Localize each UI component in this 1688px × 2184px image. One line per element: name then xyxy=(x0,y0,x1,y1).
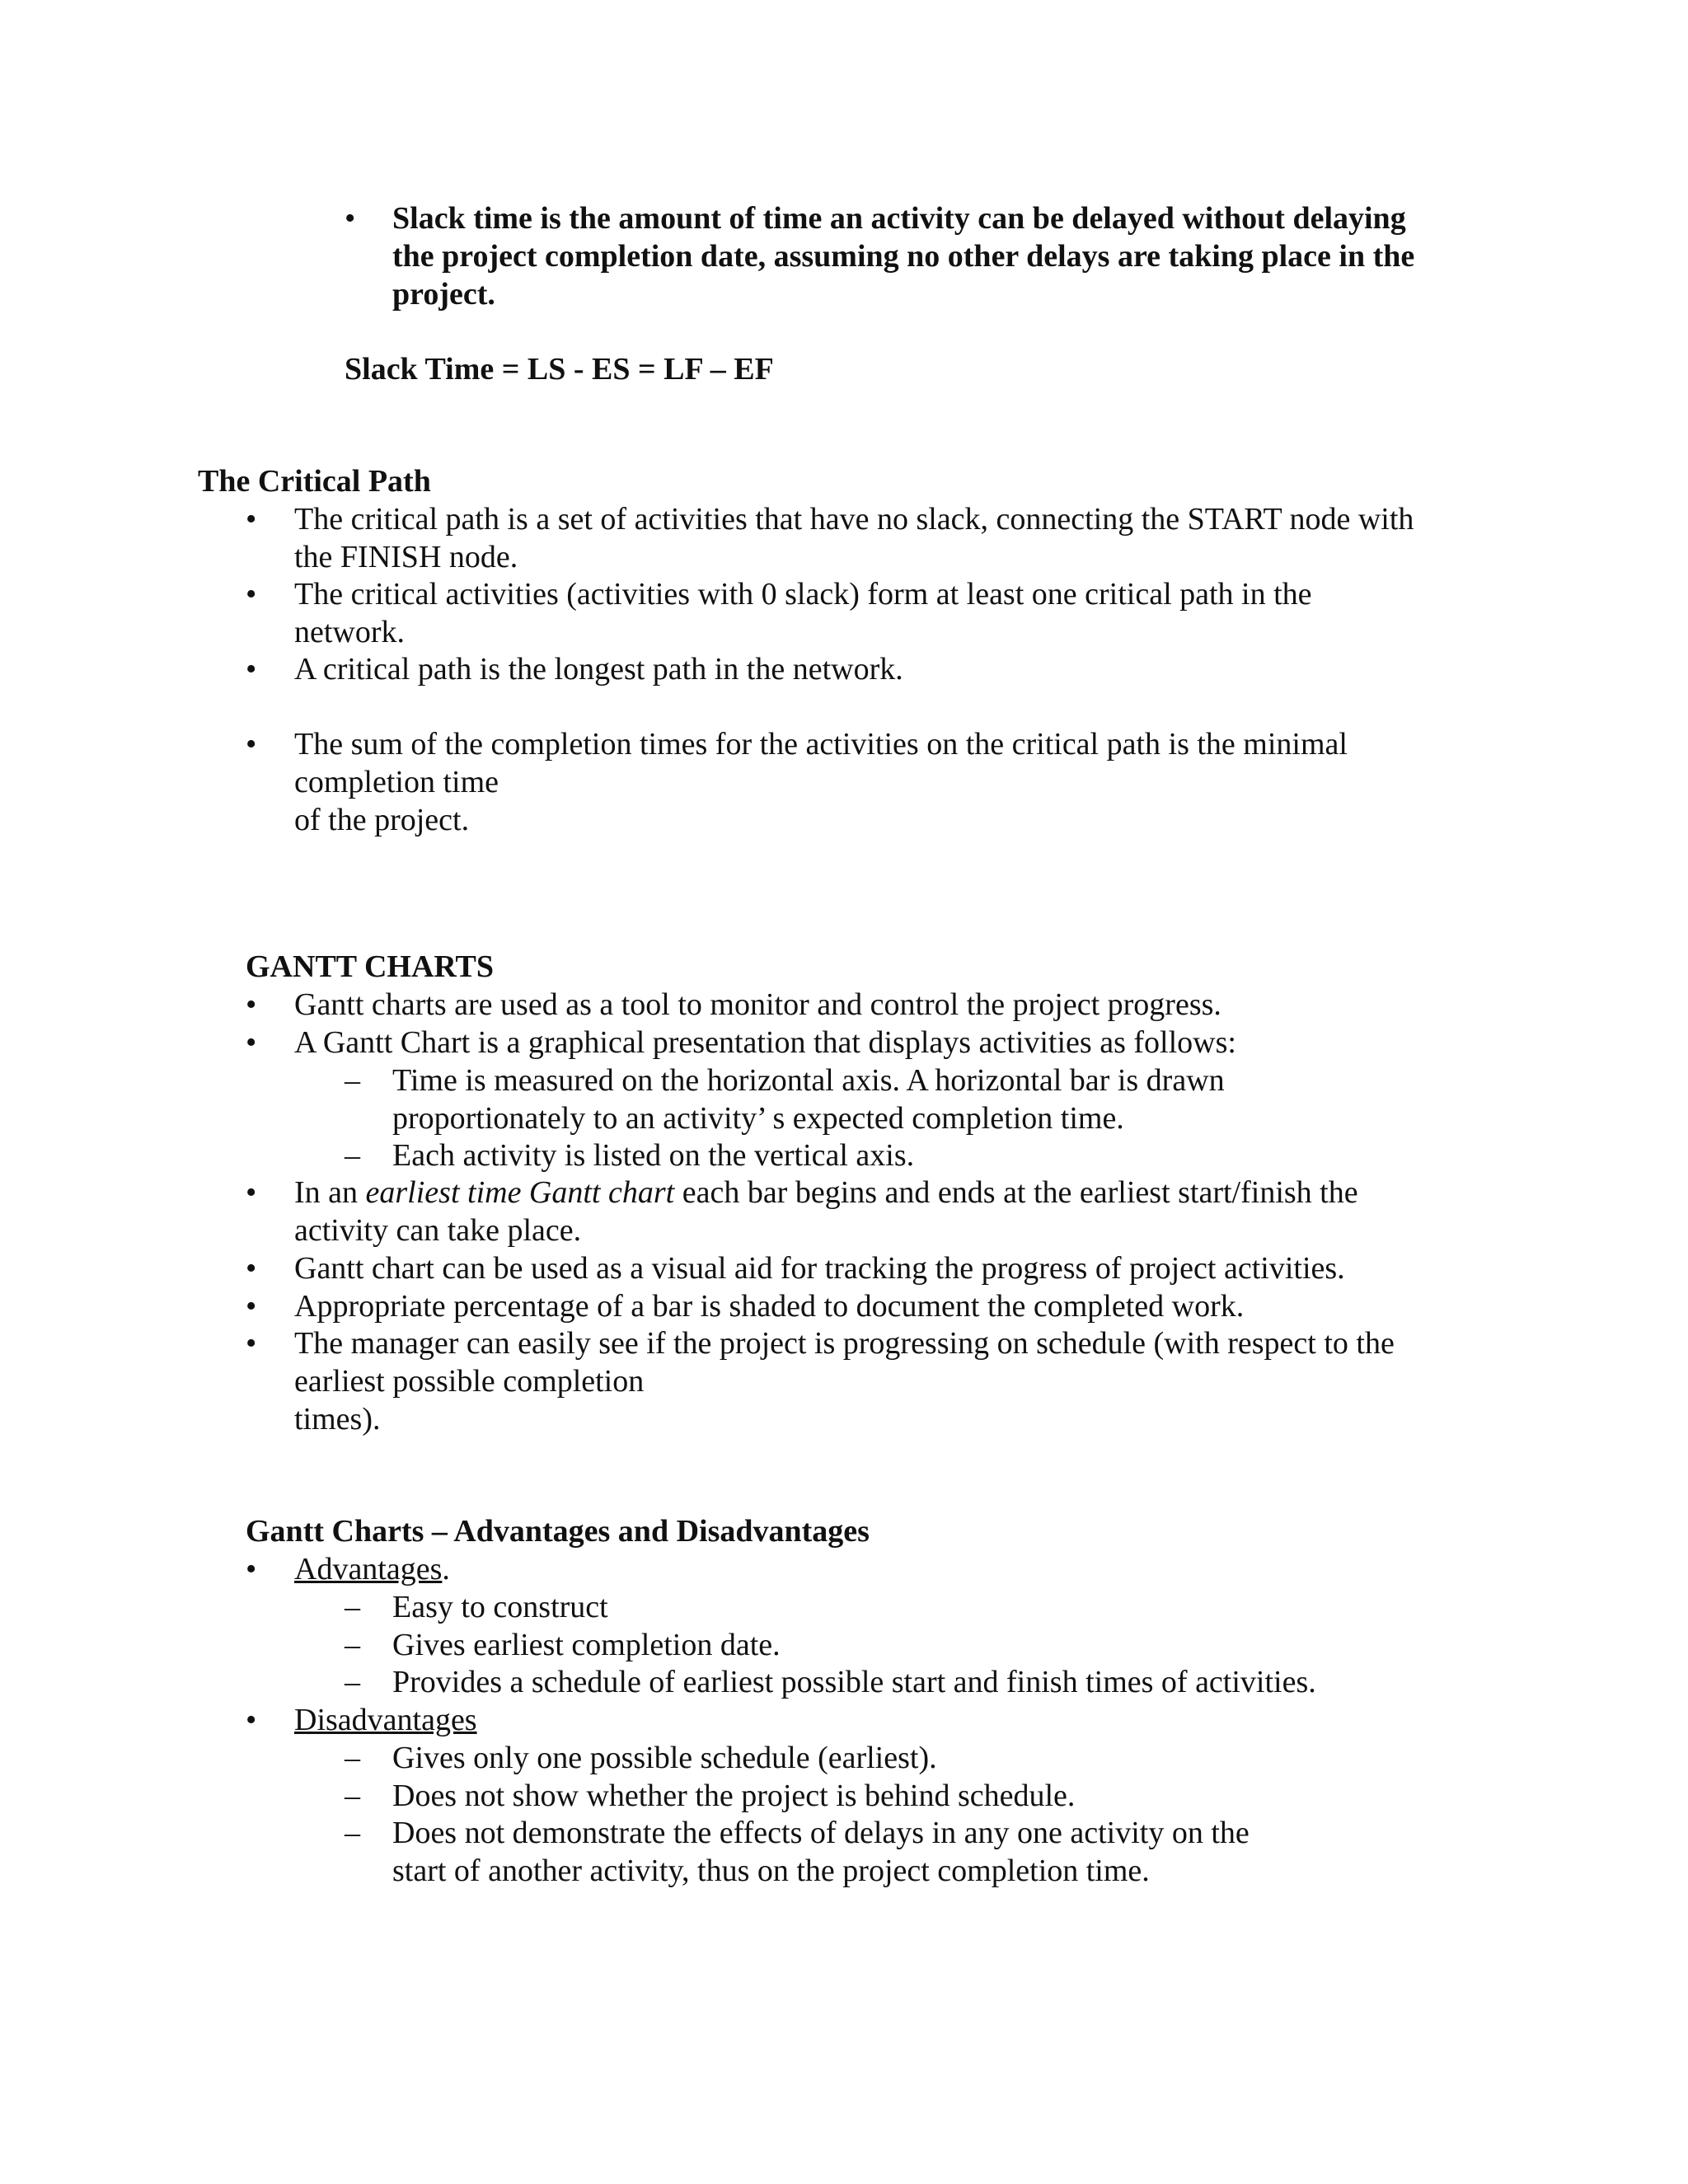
gantt-sub-1-line-2: proportionately to an activity’ s expected completion time. xyxy=(392,1101,1124,1136)
slack-definition-line-3: project. xyxy=(392,277,495,312)
gantt-item-6-line-3: times). xyxy=(294,1402,381,1436)
advantages-bullet: • xyxy=(246,1552,257,1586)
critical-item-3-line-1: A critical path is the longest path in the network. xyxy=(294,652,903,687)
gantt-item-3-pre: In an xyxy=(294,1175,366,1210)
dis-dash-3: – xyxy=(345,1816,360,1850)
gantt-item-3-post: each bar begins and ends at the earliest start/finish the xyxy=(674,1175,1358,1210)
disadvantage-item-3-line-1: Does not demonstrate the effects of delays in any one activity on the xyxy=(392,1816,1250,1850)
advantage-item-1: Easy to construct xyxy=(392,1590,608,1624)
disadvantages-label: Disadvantages xyxy=(294,1703,477,1737)
gantt-item-3-line-2: activity can take place. xyxy=(294,1213,582,1248)
advantages-label: Advantages xyxy=(294,1552,443,1586)
gantt-item-6-line-2: earliest possible completion xyxy=(294,1364,645,1399)
slack-definition-line-2: the project completion date, assuming no other delays are taking place in the xyxy=(392,239,1415,274)
critical-path-heading: The Critical Path xyxy=(198,464,431,499)
adv-dis-heading: Gantt Charts – Advantages and Disadvantages xyxy=(246,1514,870,1549)
gantt-bullet-3: • xyxy=(246,1175,257,1210)
gantt-heading: GANTT CHARTS xyxy=(246,949,494,984)
gantt-item-6-line-1: The manager can easily see if the project is progressing on schedule (with respect to the xyxy=(294,1326,1395,1361)
critical-item-4-line-1: The sum of the completion times for the activities on the critical path is the minimal xyxy=(294,727,1348,762)
gantt-sub-1-line-1: Time is measured on the horizontal axis. A horizontal bar is drawn xyxy=(392,1063,1225,1098)
slack-definition-line-1: Slack time is the amount of time an activity can be delayed without delaying xyxy=(392,201,1406,236)
gantt-item-3-line-1 xyxy=(294,1174,1358,1212)
critical-bullet-1: • xyxy=(246,502,257,537)
disadvantage-item-3-line-2: start of another activity, thus on the project completion time. xyxy=(392,1854,1150,1888)
advantages-label-suffix: . xyxy=(442,1552,450,1586)
dis-dash-2: – xyxy=(345,1779,360,1813)
adv-dash-3: – xyxy=(345,1665,360,1699)
dis-dash-1: – xyxy=(345,1741,360,1775)
critical-item-4-line-2: completion time xyxy=(294,765,499,799)
gantt-bullet-5: • xyxy=(246,1289,257,1324)
gantt-bullet-4: • xyxy=(246,1251,257,1286)
critical-item-2-line-1: The critical activities (activities with 0 slack) form at least one critical path in the xyxy=(294,577,1312,612)
gantt-item-3-italic: earliest time Gantt chart xyxy=(365,1175,675,1210)
gantt-dash-1: – xyxy=(345,1063,360,1098)
critical-bullet-2: • xyxy=(246,577,257,612)
slack-bullet: • xyxy=(345,201,356,236)
slack-formula: Slack Time = LS - ES = LF – EF xyxy=(345,352,774,387)
critical-bullet-3: • xyxy=(246,652,257,687)
critical-item-1-line-1: The critical path is a set of activities that have no slack, connecting the START node with xyxy=(294,502,1414,537)
disadvantages-bullet: • xyxy=(246,1703,257,1737)
gantt-item-5: Appropriate percentage of a bar is shaded to document the completed work. xyxy=(294,1289,1245,1324)
gantt-dash-2: – xyxy=(345,1138,360,1173)
critical-item-1-line-2: the FINISH node. xyxy=(294,540,518,574)
critical-item-2-line-2: network. xyxy=(294,615,406,649)
adv-dash-2: – xyxy=(345,1628,360,1662)
gantt-sub-2: Each activity is listed on the vertical axis. xyxy=(392,1138,915,1173)
adv-dash-1: – xyxy=(345,1590,360,1624)
gantt-bullet-1: • xyxy=(246,987,257,1022)
advantage-item-2: Gives earliest completion date. xyxy=(392,1628,781,1662)
disadvantage-item-1: Gives only one possible schedule (earliest). xyxy=(392,1741,937,1775)
gantt-item-2: A Gantt Chart is a graphical presentation that displays activities as follows: xyxy=(294,1025,1236,1060)
critical-item-4-line-3: of the project. xyxy=(294,803,470,837)
critical-bullet-4: • xyxy=(246,727,257,762)
advantage-item-3: Provides a schedule of earliest possible start and finish times of activities. xyxy=(392,1665,1316,1699)
advantages-label-line xyxy=(294,1550,450,1588)
gantt-item-1: Gantt charts are used as a tool to monitor and control the project progress. xyxy=(294,987,1221,1022)
gantt-item-4: Gantt chart can be used as a visual aid for tracking the progress of project activities. xyxy=(294,1251,1345,1286)
gantt-bullet-6: • xyxy=(246,1326,257,1361)
disadvantage-item-2: Does not show whether the project is behind schedule. xyxy=(392,1779,1076,1813)
gantt-bullet-2: • xyxy=(246,1025,257,1060)
